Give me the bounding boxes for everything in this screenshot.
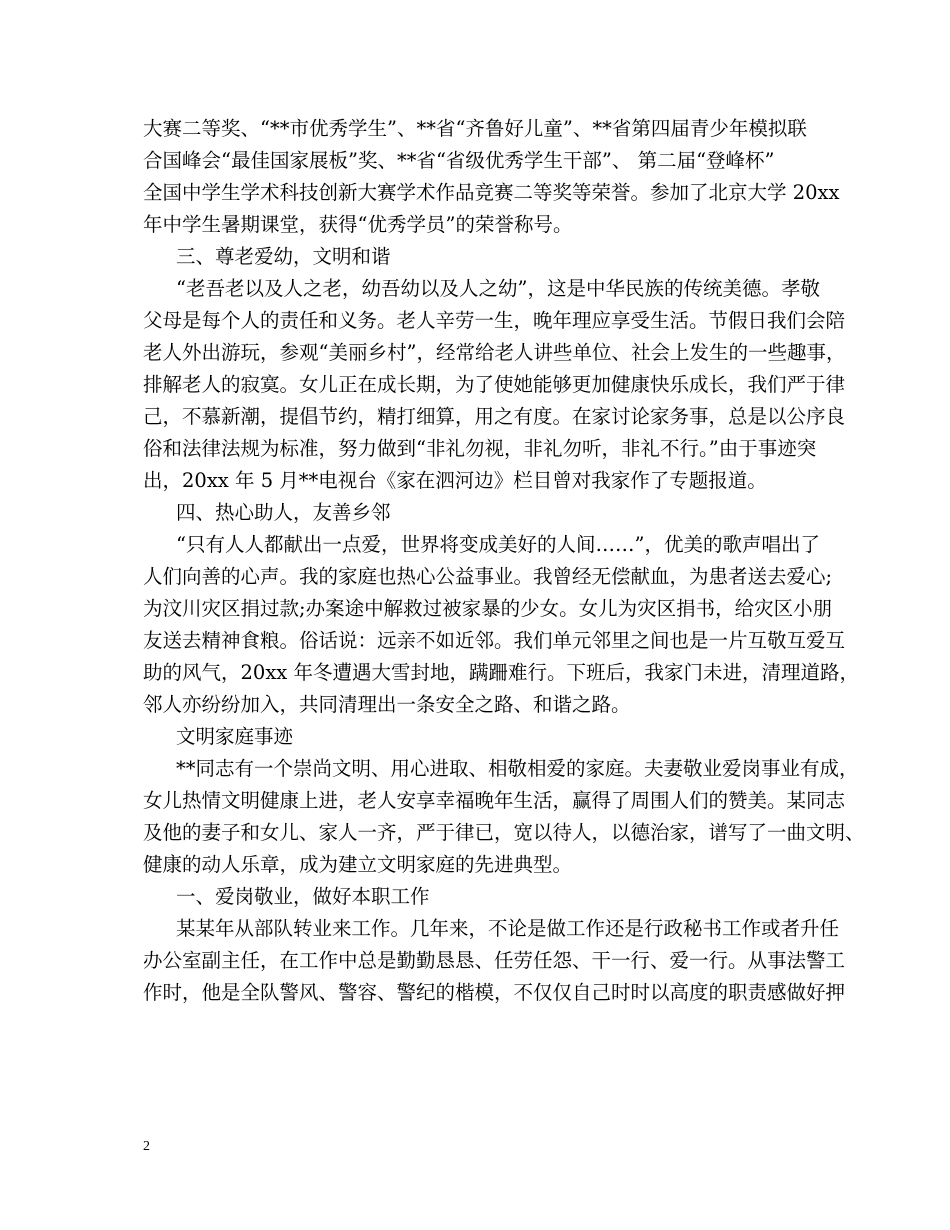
text-line: 人们向善的心声。我的家庭也热心公益事业。我曾经无偿献血，为患者送去爱心; xyxy=(143,565,833,588)
section-heading: 三、尊老爱幼，文明和谐 xyxy=(176,245,391,268)
text-line: 女儿热情文明健康上进，老人安享幸福晚年生活，赢得了周围人们的赞美。某同志 xyxy=(143,789,846,812)
text-line: 及他的妻子和女儿、家人一齐，严于律已，宽以待人，以德治家，谱写了一曲文明、 xyxy=(143,821,865,844)
text-line: 作时，他是全队警风、警容、警纪的楷模，不仅仅自己时时以高度的职责感做好押 xyxy=(143,981,846,1004)
section-heading: 一、爱岗敬业，做好本职工作 xyxy=(176,885,430,908)
paragraph-first-line: “只有人人都献出一点爱，世界将变成美好的人间……”，优美的歌声唱出了 xyxy=(176,533,820,556)
text-line: 邻人亦纷纷加入，共同清理出一条安全之路、和谐之路。 xyxy=(143,693,631,716)
section-heading: 四、热心助人，友善乡邻 xyxy=(176,501,391,524)
text-line: 健康的动人乐章，成为建立文明家庭的先进典型。 xyxy=(143,853,573,876)
section-title: 文明家庭事迹 xyxy=(176,725,294,748)
text-line: 办公室副主任，在工作中总是勤勤恳恳、任劳任怨、干一行、爱一行。从事法警工 xyxy=(143,949,846,972)
text-line: 老人外出游玩，参观“美丽乡村”，经常给老人讲些单位、社会上发生的一些趣事， xyxy=(143,341,846,364)
paragraph-first-line: 某某年从部队转业来工作。几年来，不论是做工作还是行政秘书工作或者升任 xyxy=(176,917,840,940)
text-line: 为汶川灾区捐过款;办案途中解救过被家暴的少女。女儿为灾区捐书，给灾区小朋 xyxy=(143,597,833,620)
text-line: 出，20xx 年 5 月**电视台《家在泗河边》栏目曾对我家作了专题报道。 xyxy=(143,469,767,492)
text-line: 排解老人的寂寞。女儿正在成长期，为了使她能够更加健康快乐成长，我们严于律 xyxy=(143,373,846,396)
text-line: 全国中学生学术科技创新大赛学术作品竞赛二等奖等荣誉。参加了北京大学 20xx xyxy=(143,181,840,204)
text-line: 助的风气，20xx 年冬遭遇大雪封地，蹒跚难行。下班后，我家门未进，清理道路， xyxy=(143,661,860,684)
page-number: 2 xyxy=(143,1139,150,1154)
text-line: 俗和法律法规为标准，努力做到“非礼勿视，非礼勿听，非礼不行。”由于事迹突 xyxy=(143,437,817,460)
text-line: 父母是每个人的责任和义务。老人辛劳一生，晚年理应享受生活。节假日我们会陪 xyxy=(143,309,846,332)
text-line: 己，不慕新潮，提倡节约，精打细算，用之有度。在家讨论家务事，总是以公序良 xyxy=(143,405,846,428)
text-line: 大赛二等奖、“**市优秀学生”、**省“齐鲁好儿童”、**省第四届青少年模拟联 xyxy=(143,117,807,140)
text-line: 年中学生暑期课堂，获得“优秀学员”的荣誉称号。 xyxy=(143,213,573,236)
text-line: 友送去精神食粮。俗话说：远亲不如近邻。我们单元邻里之间也是一片互敬互爱互 xyxy=(143,629,846,652)
text-line: 合国峰会“最佳国家展板”奖、**省“省级优秀学生干部”、 第二届“登峰杯” xyxy=(143,149,775,172)
paragraph-first-line: **同志有一个崇尚文明、用心进取、相敬相爱的家庭。夫妻敬业爱岗事业有成， xyxy=(176,757,859,780)
paragraph-first-line: “老吾老以及人之老，幼吾幼以及人之幼”，这是中华民族的传统美德。孝敬 xyxy=(176,277,820,300)
